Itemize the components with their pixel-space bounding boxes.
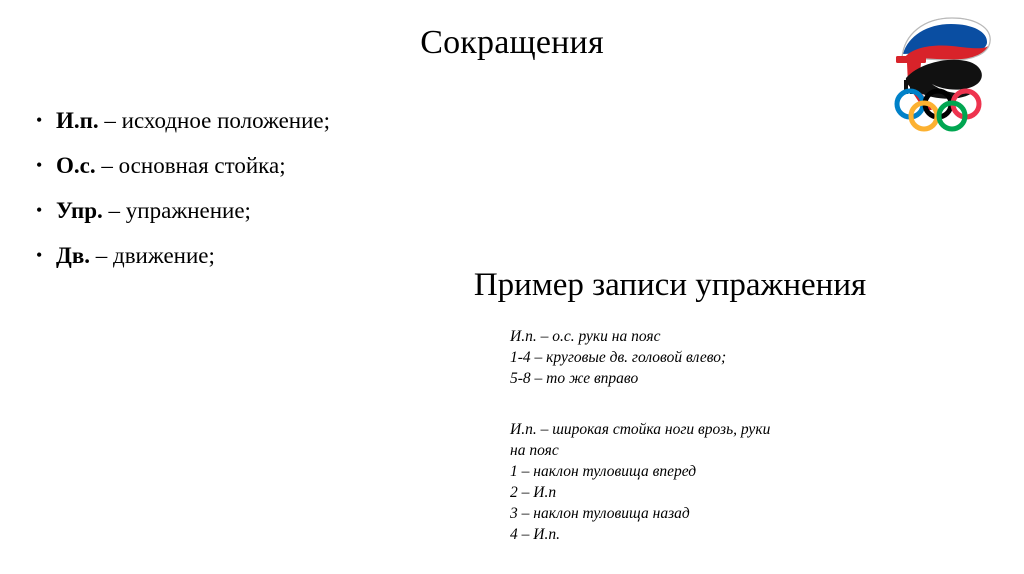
abbreviation-list — [30, 98, 460, 278]
list-item — [30, 233, 460, 278]
russian-olympic-committee-logo — [880, 6, 1008, 132]
abbreviation-term: И.п. — [56, 108, 99, 133]
example-block-first — [510, 326, 930, 389]
bullet-icon: • — [36, 245, 43, 265]
list-item — [30, 188, 460, 233]
tricolor-flame-icon — [902, 18, 990, 60]
example-heading: Пример записи упражнения — [473, 267, 867, 303]
example-line: 4 – И.п. — [510, 526, 560, 543]
abbreviation-term: Дв. — [56, 243, 90, 268]
example-line: 2 – И.п — [510, 484, 557, 501]
abbreviation-dash: – — [101, 153, 113, 178]
abbreviation-meaning: исходное положение; — [121, 108, 331, 133]
bullet-icon: • — [36, 155, 43, 175]
abbreviation-term: Упр. — [56, 198, 103, 223]
bullet-icon: • — [36, 110, 43, 130]
example-line: 5-8 – то же вправо — [510, 370, 639, 387]
abbreviation-dash: – — [108, 198, 121, 223]
example-line: 1-4 – круговые дв. головой влево; — [510, 349, 727, 366]
abbreviation-term: О.с. — [56, 153, 96, 178]
abbreviation-meaning: движение; — [113, 243, 215, 268]
example-block-second — [510, 419, 930, 545]
example-line: 3 – наклон туловища назад — [510, 505, 690, 522]
abbreviation-dash: – — [95, 243, 108, 268]
abbreviation-meaning: основная стойка; — [118, 153, 286, 178]
example-line: на пояс — [510, 442, 559, 459]
example-line: И.п. – широкая стойка ноги врозь, руки — [510, 421, 771, 438]
example-line: 1 – наклон туловища вперед — [510, 463, 697, 480]
page-title: Сокращения — [420, 24, 604, 61]
abbreviation-meaning: упражнение; — [125, 198, 251, 223]
abbreviation-dash: – — [104, 108, 116, 133]
list-item — [30, 143, 460, 188]
bullet-icon: • — [36, 200, 43, 220]
list-item — [30, 98, 460, 143]
example-line: И.п. – о.с. руки на пояс — [510, 328, 661, 345]
